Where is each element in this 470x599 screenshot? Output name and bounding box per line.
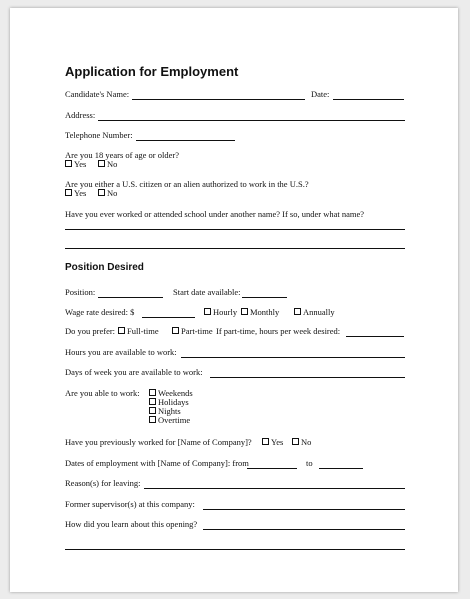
previously-worked-no-option[interactable]: No [292, 437, 311, 447]
overtime-option[interactable]: Overtime [149, 415, 190, 425]
dates-to-label: to [306, 458, 313, 468]
checkbox-icon [149, 398, 156, 405]
checkbox-icon [204, 308, 211, 315]
learn-opening-field[interactable] [203, 529, 405, 530]
dates-from-field[interactable] [247, 468, 297, 469]
form-title: Application for Employment [65, 64, 239, 79]
citizen-question: Are you either a U.S. citizen or an alien authorized to work in the U.S.? [65, 179, 309, 189]
position-field[interactable] [98, 297, 163, 298]
hours-available-label: Hours you are available to work: [65, 347, 177, 357]
date-field[interactable] [333, 99, 404, 100]
checkbox-icon [65, 160, 72, 167]
citizen-no-option[interactable]: No [98, 188, 117, 198]
citizen-yes-option[interactable]: Yes [65, 188, 86, 198]
start-date-label: Start date available: [173, 287, 241, 297]
start-date-field[interactable] [242, 297, 287, 298]
checkbox-icon [98, 189, 105, 196]
checkbox-icon [292, 438, 299, 445]
days-available-label: Days of week you are available to work: [65, 367, 203, 377]
other-name-question: Have you ever worked or attended school under another name? If so, under what name? [65, 209, 365, 219]
checkbox-icon [262, 438, 269, 445]
weekends-option[interactable]: Weekends [149, 388, 193, 398]
wage-field[interactable] [142, 317, 195, 318]
previously-worked-question: Have you previously worked for [Name of Company]? [65, 437, 252, 447]
part-time-option[interactable]: Part-time [172, 326, 213, 336]
former-supervisor-field[interactable] [203, 509, 405, 510]
position-desired-heading: Position Desired [65, 262, 144, 273]
checkbox-icon [65, 189, 72, 196]
checkbox-icon [241, 308, 248, 315]
application-form-page [10, 8, 458, 592]
candidate-name-field[interactable] [132, 99, 305, 100]
wage-annually-option[interactable]: Annually [294, 307, 335, 317]
full-time-option[interactable]: Full-time [118, 326, 159, 336]
wage-label: Wage rate desired: $ [65, 307, 135, 317]
position-label: Position: [65, 287, 96, 297]
address-label: Address: [65, 110, 96, 120]
checkbox-icon [118, 327, 125, 334]
checkbox-icon [294, 308, 301, 315]
checkbox-icon [98, 160, 105, 167]
checkbox-icon [149, 416, 156, 423]
days-available-field[interactable] [210, 377, 405, 378]
holidays-option[interactable]: Holidays [149, 397, 189, 407]
age-question: Are you 18 years of age or older? [65, 150, 179, 160]
age-yes-option[interactable]: Yes [65, 159, 86, 169]
address-field[interactable] [98, 120, 405, 121]
telephone-label: Telephone Number: [65, 130, 133, 140]
previously-worked-yes-option[interactable]: Yes [262, 437, 283, 447]
checkbox-icon [172, 327, 179, 334]
dates-employment-label: Dates of employment with [Name of Company]: from [65, 458, 249, 468]
learn-opening-field-line-2[interactable] [65, 549, 405, 550]
checkbox-icon [149, 389, 156, 396]
part-time-hours-label: If part-time, hours per week desired: [216, 326, 341, 336]
dates-to-field[interactable] [319, 468, 363, 469]
wage-hourly-option[interactable]: Hourly [204, 307, 237, 317]
prefer-label: Do you prefer: [65, 326, 116, 336]
nights-option[interactable]: Nights [149, 406, 181, 416]
age-no-option[interactable]: No [98, 159, 117, 169]
other-name-field-line-1[interactable] [65, 229, 405, 230]
learn-opening-label: How did you learn about this opening? [65, 519, 198, 529]
reasons-leaving-label: Reason(s) for leaving: [65, 478, 141, 488]
checkbox-icon [149, 407, 156, 414]
former-supervisor-label: Former supervisor(s) at this company: [65, 499, 195, 509]
date-label: Date: [311, 89, 330, 99]
hours-available-field[interactable] [181, 357, 405, 358]
telephone-field[interactable] [136, 140, 235, 141]
wage-monthly-option[interactable]: Monthly [241, 307, 279, 317]
candidate-name-label: Candidate's Name: [65, 89, 130, 99]
other-name-field-line-2[interactable] [65, 248, 405, 249]
able-to-work-label: Are you able to work: [65, 388, 140, 398]
reasons-leaving-field[interactable] [144, 488, 405, 489]
part-time-hours-field[interactable] [346, 336, 404, 337]
